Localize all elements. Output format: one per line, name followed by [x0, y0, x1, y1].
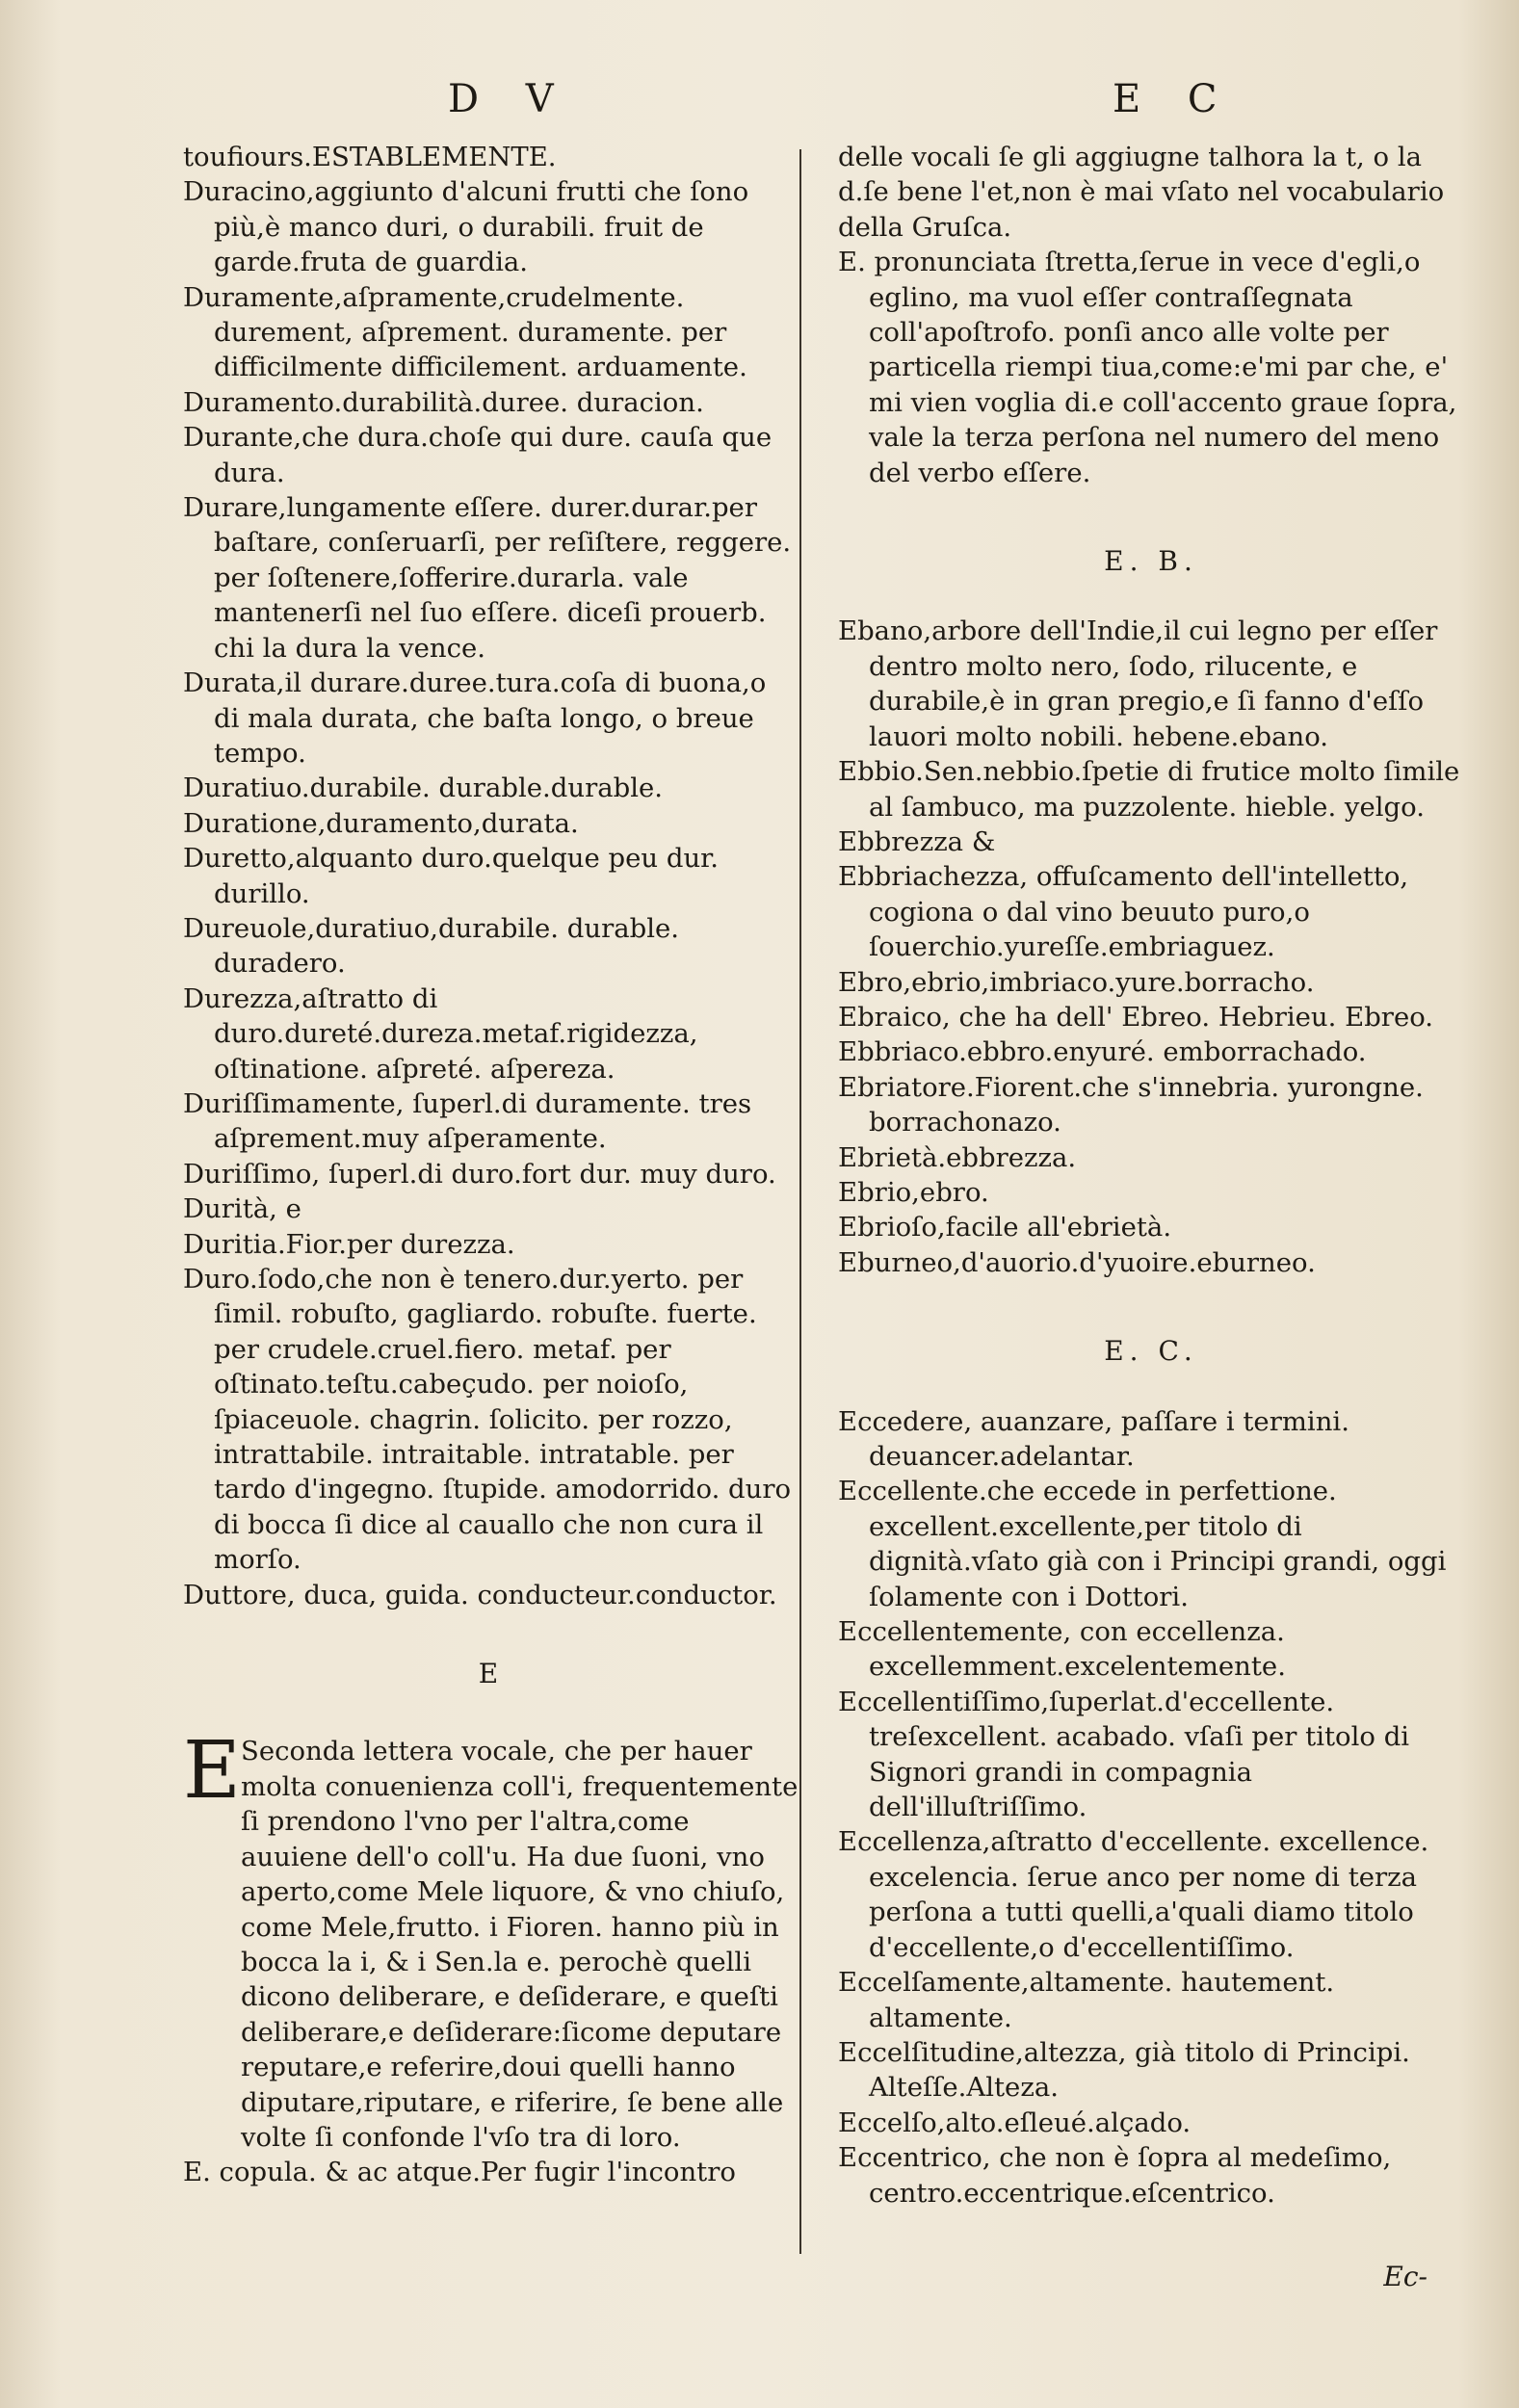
dictionary-entry: Eburneo,d'auorio.d'yuoire.eburneo. [838, 1246, 1316, 1278]
column-divider [799, 149, 801, 2254]
section-heading-eb: E. B. [1104, 545, 1198, 578]
dictionary-entry: Durezza,aſtratto di duro.dureté.dureza.metaf.rigidezza, oſtinatione. aſpreté. aſpereza. [183, 982, 698, 1085]
dictionary-entry: Eccellentemente, con eccellenza. excellemment.excelentemente. [838, 1616, 1286, 1683]
running-head-right: E C [1113, 77, 1235, 121]
dictionary-entry: Duriſſimo, ſuperl.di duro.fort dur. muy duro. [183, 1158, 776, 1190]
ec-entries [838, 1404, 1464, 2211]
dictionary-entry: Duriſſimamente, ſuperl.di duramente. tres aſprement.muy aſperamente. [183, 1087, 752, 1155]
right-column [838, 140, 1464, 2211]
entry-copula: E. copula. & ac atque.Per fugir l'incontro [183, 2157, 736, 2188]
catchword: Ec- [1383, 2261, 1427, 2292]
dictionary-entry: Eccedere, auanzare, paſſare i termini. deuancer.adelantar. [838, 1405, 1349, 1472]
dictionary-entry: Eccelſo,alto.eſleué.alçado. [838, 2107, 1192, 2138]
dictionary-entry: Eccellenza,aſtratto d'eccellente. excellence. excelencia. ſerue anco per nome di terza perſona a tutti quelli,a'quali diamo titolo d'eccellente,o d'eccellentiſſimo. [838, 1826, 1429, 1963]
dictionary-entry: toufiours.ESTABLEMENTE. [183, 142, 557, 172]
dictionary-entry: Ebbriachezza, offuſcamento dell'intelletto, cogiona o dal vino beuuto puro,o ſouerchio.yureſſe.embriaguez. [838, 861, 1409, 963]
dictionary-entry: Duracino,aggiunto d'alcuni frutti che ſono più,è manco duri, o durabili. fruit de garde.fruta de guardia. [183, 176, 749, 278]
section-heading-ec: E. C. [1104, 1335, 1198, 1368]
dictionary-entry: Ebrioſo,facile all'ebrietà. [838, 1212, 1172, 1243]
letter-e-intro [183, 1725, 799, 2155]
dictionary-entry: Ebraico, che ha dell' Ebreo. Hebrieu. Ebreo. [838, 1001, 1434, 1033]
dictionary-entry: Durità, e [183, 1193, 301, 1225]
eb-entries [838, 614, 1464, 1280]
entry-e-pronoun: E. pronunciata ſtretta,ſerue in vece d'egli,o eglino, ma vuol eſſer contraſſegnata coll'apoſtrofo. ponſi anco alle volte per particella riempi tiua,come:e'mi par che, e' mi vien voglia di.e coll'accento graue ſopra, vale la terza perſona nel numero del meno del verbo eſſere. [838, 247, 1457, 488]
dictionary-entry: Ebrietà.ebbrezza. [838, 1141, 1077, 1173]
dictionary-entry: Durare,lungamente eſſere. durer.durar.per baſtare, conſeruarſi, per reſiſtere, reggere. per ſoſtenere,ſofferire.durarla. vale mantenerſi nel ſuo eſſere. diceſi prouerb. chi la dura la vence. [183, 492, 792, 664]
dictionary-entry: Ebbio.Sen.nebbio.ſpetie di frutice molto ſimile al ſambuco, ma puzzolente. hieble. yelgo. [838, 756, 1460, 823]
drop-cap: E [183, 1725, 241, 1818]
dictionary-entry: Ebriatore.Fiorent.che s'innebria. yurongne. borrachonazo. [838, 1071, 1424, 1139]
dictionary-entry: Ebro,ebrio,imbriaco.yure.borracho. [838, 966, 1315, 998]
dictionary-entry: Durante,che dura.choſe qui dure. cauſa que dura. [183, 422, 773, 488]
dictionary-entry: Duratiuo.durabile. durable.durable. [183, 772, 664, 804]
du-entries [183, 140, 799, 1612]
dictionary-entry: Duramento.durabilità.duree. duracion. [183, 386, 704, 418]
dictionary-entry: Duratione,duramento,durata. [183, 807, 579, 839]
dictionary-entry: Duro.ſodo,che non è tenero.dur.yerto. per ſimil. robuſto, gagliardo. robuſte. fuerte. per crudele.cruel.fiero. metaf. per oſtinato.teſtu.cabeçudo. per noioſo, ſpiaceuole. chagrin. ſolicito. per rozzo, intrattabile. intraitable. intratable. per tardo d'ingegno. ſtupide. amodorrido. duro di bocca ſi dice al cauallo che non cura il morſo. [183, 1264, 792, 1576]
dictionary-entry: Eccentrico, che non è ſopra al medeſimo, centro.eccentrique.eſcentrico. [838, 2142, 1392, 2209]
dictionary-entry: Duritia.Fior.per durezza. [183, 1228, 515, 1260]
dictionary-entry: Eccellentiſſimo,ſuperlat.d'eccellente. treſexcellent. acabado. vſaſi per titolo di Signori grandi in compagnia dell'illuſtriſſimo. [838, 1686, 1410, 1823]
dictionary-entry: Ebbrezza & [838, 825, 996, 857]
dictionary-entry: Eccellente.che eccede in perfettione. excellent.excellente,per titolo di dignità.vſato già con i Principi grandi, oggi ſolamente con i Dottori. [838, 1476, 1447, 1612]
dictionary-entry: Durata,il durare.duree.tura.coſa di buona,o di mala durata, che baſta longo, o breue tempo. [183, 667, 767, 769]
section-heading-e: E [478, 1658, 505, 1690]
dictionary-entry: Duretto,alquanto duro.quelque peu dur. durillo. [183, 843, 720, 909]
dictionary-entry: Duramente,aſpramente,crudelmente. durement, aſprement. duramente. per difficilmente difficilement. arduamente. [183, 281, 747, 383]
dictionary-entry: Eccelſamente,altamente. hautement. altamente. [838, 1967, 1335, 2033]
dictionary-entry: Ebbriaco.ebbro.enyuré. emborrachado. [838, 1036, 1367, 1068]
dictionary-entry: Ebano,arbore dell'Indie,il cui legno per eſſer dentro molto nero, ſodo, rilucente, e durabile,è in gran pregio,e ſi fanno d'eſſo lauori molto nobili. hebene.ebano. [838, 615, 1438, 752]
left-column [183, 140, 799, 2190]
dictionary-entry: Ebrio,ebro. [838, 1176, 989, 1208]
dictionary-entry: Dureuole,duratiuo,durabile. durable. duradero. [183, 912, 680, 980]
dictionary-entry: Eccelſitudine,altezza, già titolo di Principi. Alteſſe.Alteza. [838, 2036, 1410, 2104]
intro-text: Seconda lettera vocale, che per hauer molta conuenienza coll'i, frequentemente ſi prendono l'vno per l'altra,come auuiene dell'o coll'u. Ha due ſuoni, vno aperto,come Mele liquore, & vno chiuſo, come Mele,frutto. i Fioren. hanno più in bocca la i, & i Sen.la e. perochè quelli dicono deliberare, e deſiderare, e queſti deliberare,e deſiderare:ſicome deputare reputare,e referire,doui quelli hanno diputare,riputare, e riferire, ſe bene alle volte ſi confonde l'vſo tra di loro. [241, 1736, 799, 2153]
dictionary-entry: Duttore, duca, guida. conducteur.conductor. [183, 1579, 777, 1610]
running-head-left: D V [448, 77, 571, 121]
continuation-text: delle vocali ſe gli aggiugne talhora la t, o la d.ſe bene l'et,non è mai vſato nel vocabulario della Gruſca. [838, 142, 1445, 243]
